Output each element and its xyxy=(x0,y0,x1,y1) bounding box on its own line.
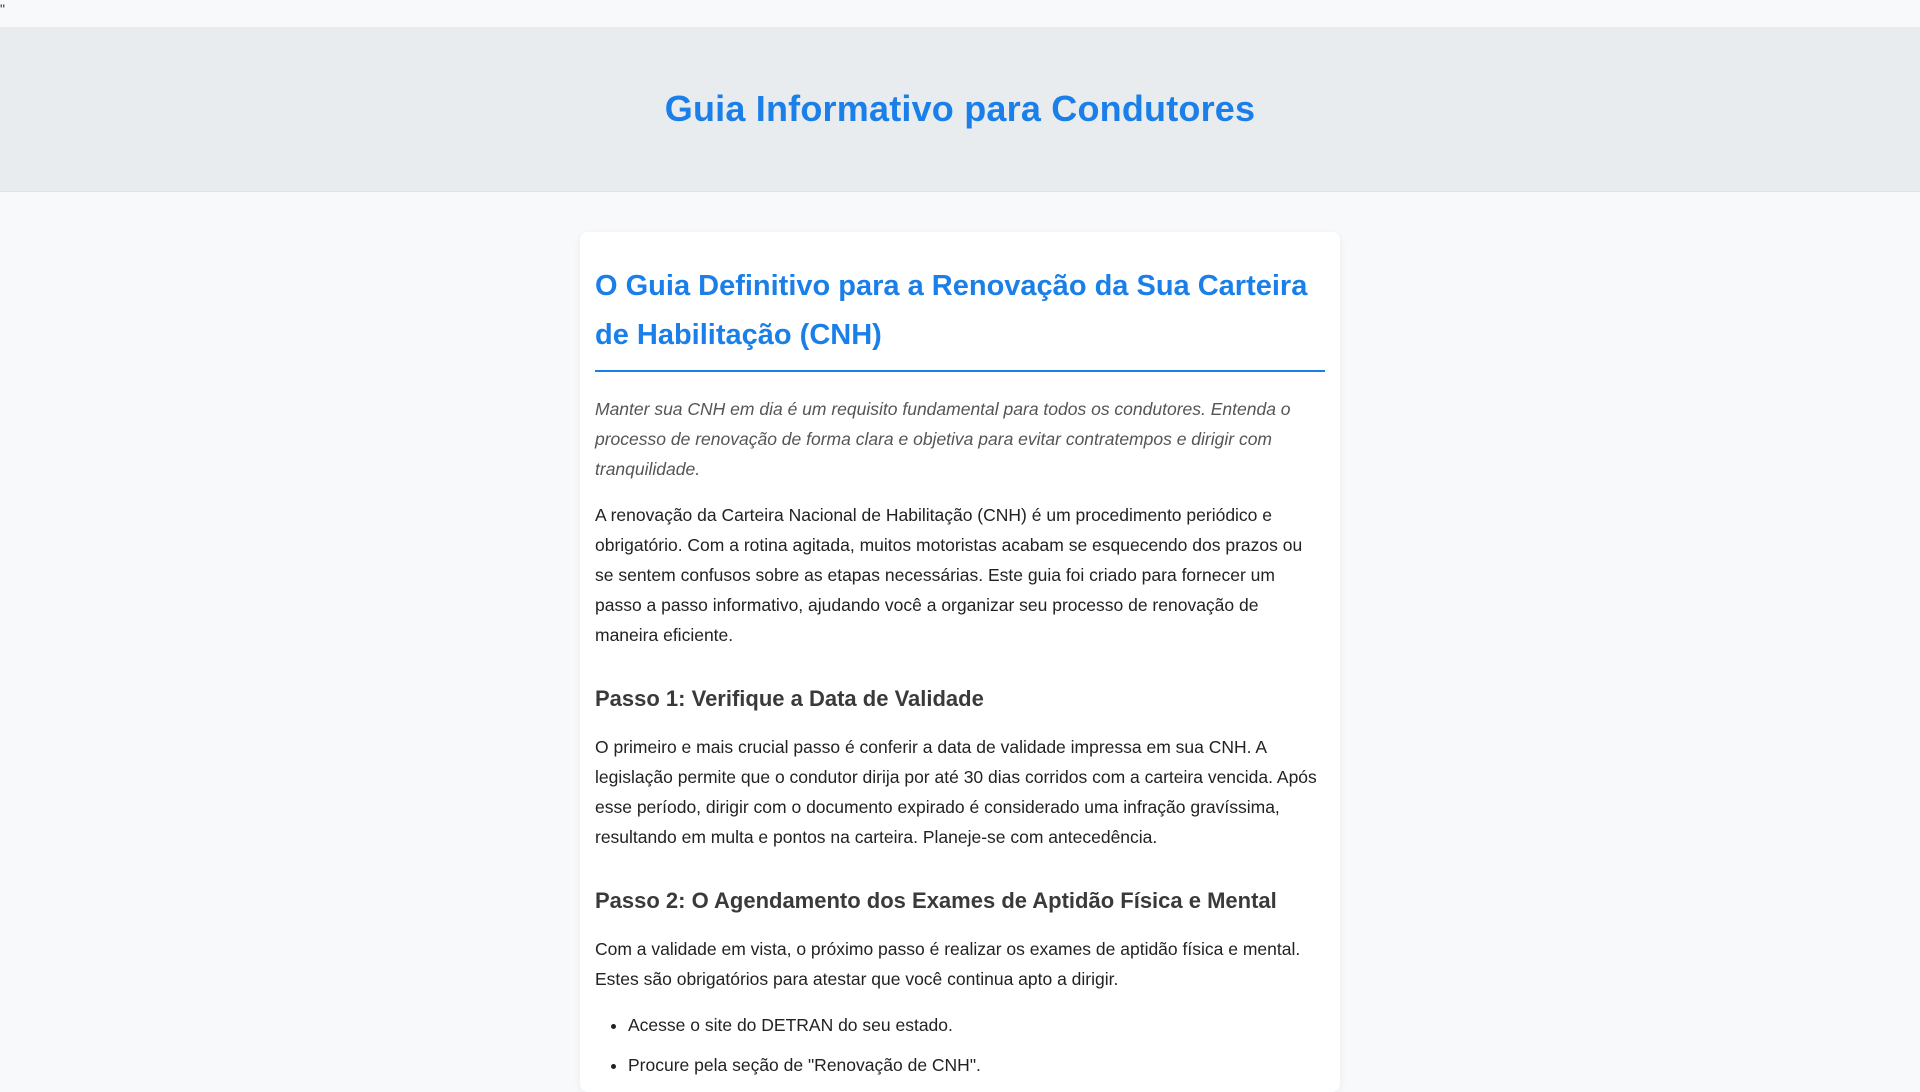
stray-quote-mark: " xyxy=(0,1,5,17)
article-card xyxy=(580,232,1340,1092)
step-2-heading: Passo 2: O Agendamento dos Exames de Aptidão Física e Mental xyxy=(595,888,1277,913)
article-paragraph: A renovação da Carteira Nacional de Habilitação (CNH) é um procedimento periódico e obrigatório. Com a rotina agitada, muitos motoristas acabam se esquecendo dos prazos ou se sentem confusos sobre as etapas necessárias. Este guia foi criado para fornecer um passo a passo informativo, ajudando você a organizar seu processo de renovação de maneira eficiente. xyxy=(595,505,1303,645)
step-2-text: Com a validade em vista, o próximo passo é realizar os exames de aptidão física e mental. Estes são obrigatórios para atestar que você continua apto a dirigir. xyxy=(595,939,1301,989)
list-item: • Procure pela seção de "Renovação de CNH". xyxy=(628,1050,1325,1080)
article-title: O Guia Definitivo para a Renovação da Sua Carteira de Habilitação (CNH) xyxy=(595,262,1325,372)
step-2-bullet-list xyxy=(595,1010,1325,1080)
site-header xyxy=(0,27,1920,192)
article-intro: Manter sua CNH em dia é um requisito fundamental para todos os condutores. Entenda o processo de renovação de forma clara e objetiva para evitar contratempos e dirigir com tranquilidade. xyxy=(595,399,1291,479)
step-1-text: O primeiro e mais crucial passo é conferir a data de validade impressa em sua CNH. A legislação permite que o condutor dirija por até 30 dias corridos com a carteira vencida. Após esse período, dirigir com o documento expirado é considerado uma infração gravíssima, resultando em multa e pontos na carteira. Planeje-se com antecedência. xyxy=(595,737,1317,847)
list-item: • Acesse o site do DETRAN do seu estado. xyxy=(628,1010,1325,1040)
site-title: Guia Informativo para Condutores xyxy=(664,88,1256,129)
top-bar xyxy=(0,0,1920,27)
step-1-heading: Passo 1: Verifique a Data de Validade xyxy=(595,686,984,711)
